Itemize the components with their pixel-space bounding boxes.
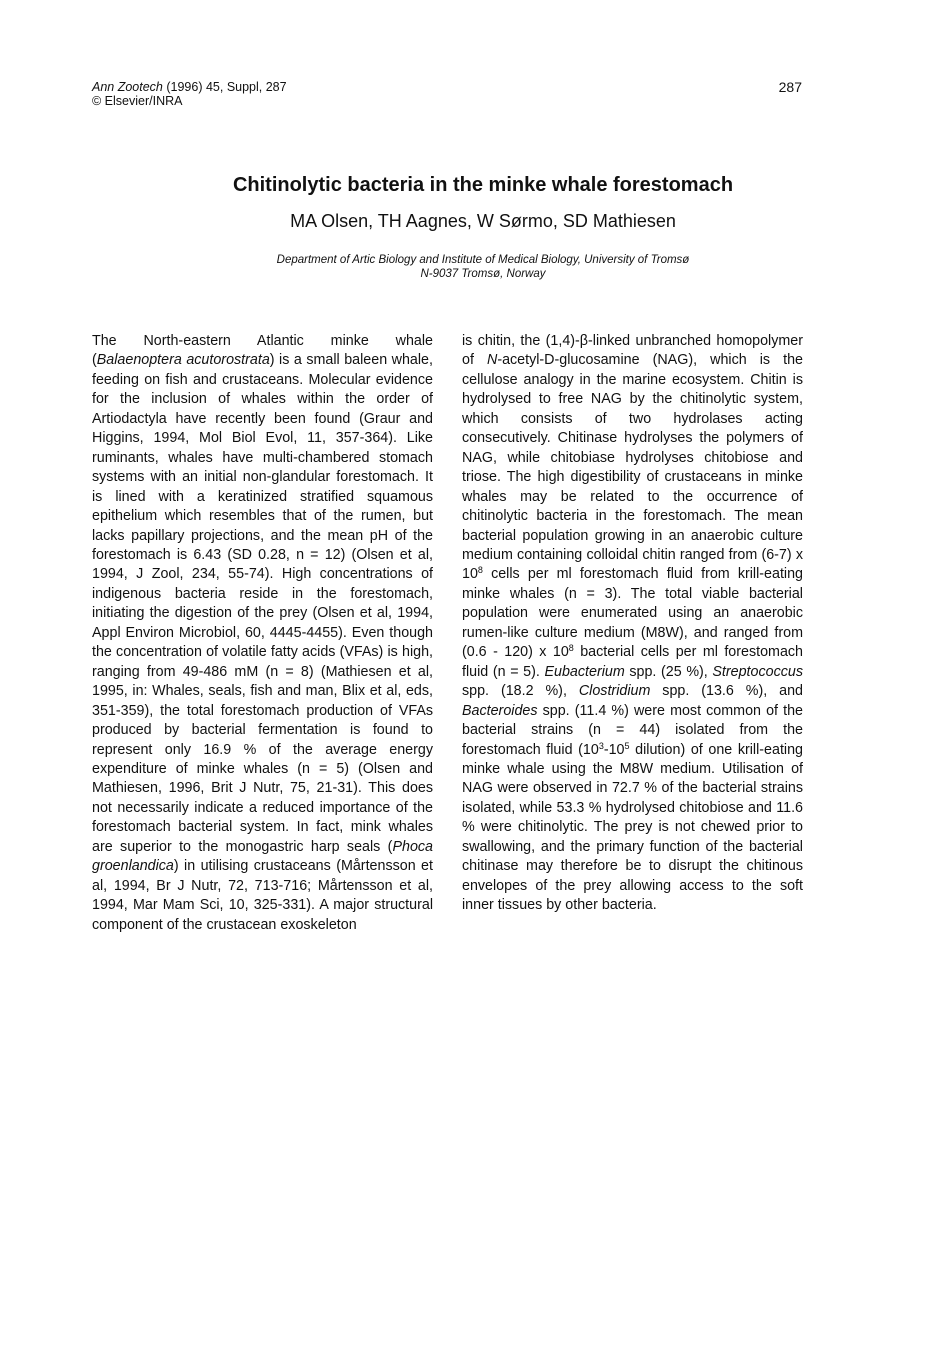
publisher-line: © Elsevier/INRA — [92, 94, 183, 108]
genus-name: Clostridium — [578, 683, 651, 700]
body-column-left — [92, 332, 433, 935]
text-run: ) is a small baleen whale, feeding on fish and crustaceans. Molecular evidence for the inclusion of whales within the order of Artiodactyla have recently been found (Graur and Higgins, 1994, Mol Biol Evol, 11, 357-364). Like ruminants, whales have multi-chambered stomach systems with an initial non-glandular forestomach. It is lined with a keratinized stratified squamous epithelium which resembles that of the rumen, but lacks papillary projections, and the mean pH of the forestomach is 6.43 (SD 0.28, n = 12) (Olsen et al, 1994, J Zool, 234, 55-74). High concentrations of indigenous bacteria reside in the forestomach, initiating the digestion of the prey (Olsen et al, 1994, Appl Environ Microbiol, 60, 4445-4455). Even though the concentration of volatile fatty acids (VFAs) is high, ranging from 49-486 mM (n = 8) (Mathiesen et al, 1995, in: Whales, seals, fish and man, Blix et al, eds, 351-359), the total forestomach production of VFAs produced by bacterial fermentation is found to represent only 16.9 % of the average energy expenditure of minke whales (n = 5) (Olsen and Mathiesen, 1996, Brit J Nutr, 75, 21-31). This does not necessarily indicate a reduced importance of the forestomach bacterial system. In fact, mink whales are superior to the monogastric harp seals ( — [92, 352, 433, 855]
text-run: is chitin, the (1,4)-β-linked unbranched homopolymer of — [462, 333, 803, 369]
species-name: Phoca groenlandica — [92, 838, 433, 875]
text-run: spp. (25 %), — [624, 663, 713, 680]
paper-title: Chitinolytic bacteria in the minke whale forestomach — [232, 174, 734, 196]
exponent: 5 — [624, 740, 630, 751]
text-run: -10 — [603, 741, 625, 758]
exponent: 8 — [477, 565, 483, 576]
affiliation-line-1: Department of Artic Biology and Institute of Medical Biology, University of Tromsø — [276, 254, 690, 266]
species-name: Balaenoptera acutorostrata — [96, 352, 270, 369]
page-number: 287 — [778, 79, 802, 95]
genus-name: Bacteroides — [462, 702, 538, 719]
journal-header — [92, 80, 287, 108]
genus-name: Streptococcus — [712, 663, 803, 680]
exponent: 3 — [598, 740, 604, 751]
affiliation — [0, 253, 930, 281]
italic-n: N — [486, 352, 498, 369]
text-run: spp. (13.6 %), and — [650, 683, 803, 700]
exponent: 8 — [568, 643, 574, 654]
text-run: dilution) of one krill-eating minke whale using the M8W medium. Utilisation of NAG were observed in 72.7 % of the bacterial strains isolated, while 53.3 % hydrolysed chitobiose and 11.6 % were chitinolytic. The prey is not chewed prior to swallowing, and the primary function of the bacterial chitinase may therefore be to disrupt the chitinous envelopes of the prey allowing access to the soft inner tissues by other bacteria. — [462, 741, 803, 914]
body-column-right — [462, 332, 803, 916]
genus-name: Eubacterium — [544, 663, 625, 680]
citation-line — [92, 80, 287, 94]
affiliation-line-2: N-9037 Tromsø, Norway — [420, 268, 546, 280]
text-run: spp. (18.2 %), — [462, 683, 579, 700]
text-run: ) in utilising crustaceans (Mårtensson et al, 1994, Br J Nutr, 72, 713-716; Mårtensson et al, 1994, Mar Mam Sci, 10, 325-331). A major structural component of the crustacean exoskeleton — [92, 858, 433, 933]
text-run: bacterial cells per ml forestomach fluid (n = 5). — [462, 644, 803, 680]
author-list: MA Olsen, TH Aagnes, W Sørmo, SD Mathiesen — [290, 211, 676, 231]
citation-details: (1996) 45, Suppl, 287 — [162, 80, 287, 94]
text-run: cells per ml forestomach fluid from krill-eating minke whales (n = 3). The total viable bacterial population were enumerated using an anaerobic rumen-like culture medium (M8W), and ranged from (0.6 - 120) x 10 — [462, 566, 803, 661]
journal-name: Ann Zootech — [92, 80, 163, 94]
text-run: -acetyl-D-glucosamine (NAG), which is the cellulose analogy in the marine ecosystem. Chitin is hydrolysed to free NAG by the chitinolytic system, which consists of two hydrolases acting consecutively. Chitinase hydrolyses the polymers of NAG, while chitobiase hydrolyses chitobiose and triose. The high digestibility of crustaceans in minke whales may be related to the occurrence of chitinolytic bacteria in the forestomach. The mean bacterial population growing in an anaerobic culture medium containing colloidal chitin ranged from (6-7) x 10 — [462, 352, 803, 583]
text-run: The North-eastern Atlantic minke whale ( — [92, 333, 433, 369]
text-run: spp. (11.4 %) were most common of the bacterial strains (n = 44) isolated from the forestomach fluid (10 — [462, 702, 803, 758]
